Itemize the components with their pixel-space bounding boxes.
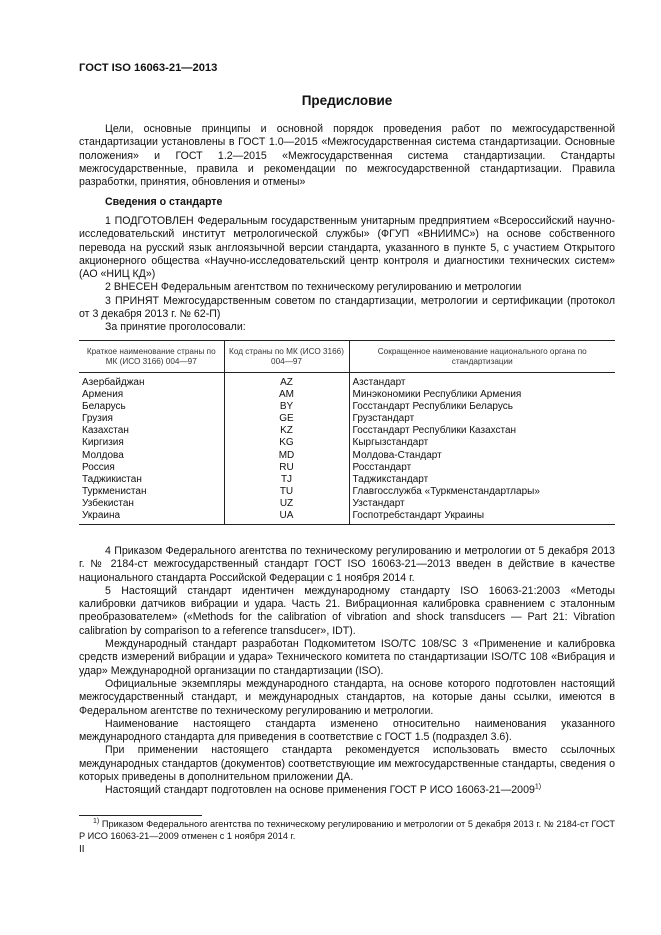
table-row — [79, 486, 615, 498]
country-code: TU — [224, 486, 349, 498]
table-row — [79, 450, 615, 462]
details-block — [79, 545, 615, 798]
country-code: GE — [224, 413, 349, 425]
table-row — [79, 462, 615, 474]
basis-text: Настоящий стандарт подготовлен на основе применения ГОСТ Р ИСО 16063-21—2009 — [105, 784, 535, 797]
country-code: BY — [224, 401, 349, 413]
standards-body: Госпотребстандарт Украины — [349, 510, 615, 525]
table-row — [79, 474, 615, 486]
page-title: Предисловие — [301, 93, 393, 108]
country-code: MD — [224, 450, 349, 462]
country-name: Туркменистан — [82, 485, 147, 497]
standards-body: Главгосслужба «Туркменстандартлары» — [349, 486, 615, 498]
voting-states-table — [79, 340, 615, 525]
item-1-paragraph: 1 ПОДГОТОВЛЕН Федеральным государственным унитарным предприятием «Всероссийский научно-исследовательский институт метрологической службы» (ФГУП «ВНИИМС») на основе собственного перевода на русский язык англоязычной версии стандарта, указанного в пункте 5, с участием Открытого акционерного общества «Научно-исследовательский центр контроля и диагностики технических систем» (АО «НИЦ КД») — [79, 215, 615, 281]
table-header-row — [79, 341, 615, 373]
standards-body: Госстандарт Республики Беларусь — [349, 401, 615, 413]
standards-body: Минэкономики Республики Армения — [349, 389, 615, 401]
country-name: Киргизия — [82, 437, 124, 449]
country-name: Казахстан — [82, 425, 129, 437]
name-change-paragraph: Наименование настоящего стандарта изменено относительно наименования указанного международного стандарта для приведения в соответствие с ГОСТ 1.5 (подраздел 3.6). — [79, 717, 615, 744]
document-header: ГОСТ ISO 16063-21—2013 — [79, 62, 218, 74]
header-standards-body: Сокращенное наименование национального органа по стандартизации — [349, 341, 615, 373]
references-paragraph: При применении настоящего стандарта рекомендуется использовать вместо ссылочных международных стандартов (документов) соответствующие им межгосударственные стандарты, сведения о которых приведены в дополнительном приложении ДА. — [79, 744, 615, 784]
header-country-code: Код страны по МК (ИСО 3166) 004—97 — [224, 341, 349, 373]
country-code: RU — [224, 462, 349, 474]
country-name: Молдова — [82, 449, 124, 461]
country-code: TJ — [224, 474, 349, 486]
table-row — [79, 510, 615, 525]
footnote-text: Приказом Федерального агентства по техническому регулированию и метрологии от 5 декабря 2013 г. № 2184-ст ГОСТ Р ИСО 16063-21—2009 отменен с 1 ноября 2014 г. — [79, 819, 615, 841]
country-code: UZ — [224, 498, 349, 510]
item-2-paragraph: 2 ВНЕСЕН Федеральным агентством по техническому регулированию и метрологии — [105, 281, 522, 294]
country-name: Узбекистан — [82, 497, 134, 509]
standards-body: Госстандарт Республики Казахстан — [349, 425, 615, 437]
standards-body: Узстандарт — [349, 498, 615, 510]
table-row — [79, 437, 615, 449]
country-name: Азербайджан — [82, 377, 145, 388]
standards-body: Кыргызстандарт — [349, 437, 615, 449]
standards-body: Росстандарт — [349, 462, 615, 474]
footnote-reference[interactable]: 1) — [534, 783, 542, 791]
standards-body: Таджикстандарт — [349, 474, 615, 486]
table-row — [79, 413, 615, 425]
item-3-paragraph: 3 ПРИНЯТ Межгосударственным советом по стандартизации, метрологии и сертификации (протокол от 3 декабря 2013 г. № 62-П) — [79, 294, 615, 321]
intro-block — [79, 123, 615, 189]
country-code: KZ — [224, 425, 349, 437]
country-code: AM — [224, 389, 349, 401]
item-5-paragraph: 5 Настоящий стандарт идентичен международному стандарту ISO 16063-21:2003 «Методы калибровки датчиков вибрации и удара. Часть 21. Вибрационная калибровка сравнением с эталонным преобразователем» («Methods for the calibration of vibration and shock transducers — Part 21: Vibration calibration by comparison to a reference transducer», IDT). — [79, 584, 615, 637]
table-row — [79, 498, 615, 510]
standards-body: Грузстандарт — [349, 413, 615, 425]
footnote-marker: 1) — [93, 817, 100, 825]
country-name: Таджикистан — [82, 473, 142, 485]
developed-by-paragraph: Международный стандарт разработан Подкомитетом ISO/TC 108/SC 3 «Применение и калибровка средств измерений вибрации и удара» Технического комитета по стандартизации ISO/TC 108 «Вибрация и удар» Международной организации по стандартизации (ISO). — [79, 638, 615, 677]
country-code: AZ — [224, 373, 349, 390]
standards-body: Молдова-Стандарт — [349, 450, 615, 462]
official-copies-paragraph: Официальные экземпляры международного стандарта, на основе которого подготовлен настоящий межгосударственный стандарт, и международных стандартов, на которые даны ссылки, имеются в Федеральном агентстве по техническому регулированию и метрологии. — [79, 677, 615, 717]
table-row — [79, 401, 615, 413]
country-code: KG — [224, 437, 349, 449]
info-items-block — [79, 215, 615, 335]
table-row — [79, 425, 615, 437]
basis-paragraph — [79, 784, 615, 797]
intro-paragraph: Цели, основные принципы и основной порядок проведения работ по межгосударственной стандартизации установлены в ГОСТ 1.0—2015 «Межгосударственная система стандартизации. Основные положения» и ГОСТ 1.2—2015 «Межгосударственная система стандартизации. Стандарты межгосударственные, правила и рекомендации по межгосударственной стандартизации. Правила разработки, принятия, обновления и отмены» — [79, 123, 615, 189]
item-4-paragraph: 4 Приказом Федерального агентства по техническому регулированию и метрологии от 5 декабря 2013 г. № 2184-ст межгосударственный стандарт ГОСТ ISO 16063-21—2013 введен в действие в качестве национального стандарта Российской Федерации с 1 ноября 2014 г. — [79, 545, 615, 584]
footnote-divider — [79, 815, 202, 816]
footnote-text-paragraph — [79, 818, 615, 842]
table-row — [79, 389, 615, 401]
country-name: Армения — [82, 389, 124, 401]
country-name: Беларусь — [82, 401, 126, 413]
header-country-name: Краткое наименование страны по МК (ИСО 3166) 004—97 — [79, 341, 224, 373]
country-name: Украина — [79, 510, 224, 525]
voted-paragraph: За принятие проголосовали: — [105, 321, 246, 334]
standards-body: Азстандарт — [349, 373, 615, 390]
table-row — [79, 373, 615, 390]
page-number: II — [79, 844, 85, 855]
info-heading: Сведения о стандарте — [105, 196, 223, 208]
country-code: UA — [224, 510, 349, 525]
country-name: Россия — [82, 461, 115, 473]
country-name: Грузия — [82, 413, 113, 425]
footnote-block — [79, 818, 615, 842]
